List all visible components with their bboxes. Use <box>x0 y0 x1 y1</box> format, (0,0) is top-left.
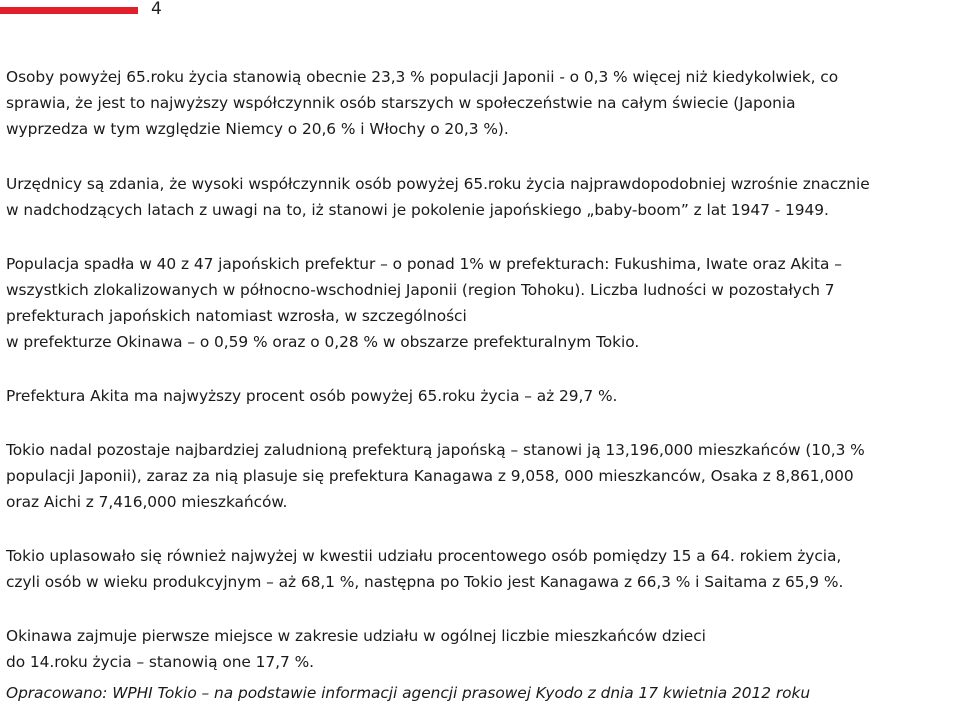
paragraph-tokyo-population <box>6 437 958 515</box>
text-line: wszystkich zlokalizowanych w północno-wschodniej Japonii (region Tohoku). Liczba ludności w pozostałych 7 <box>6 281 835 299</box>
text-line: Populacja spadła w 40 z 47 japońskich prefektur – o ponad 1% w prefekturach: Fukushima, Iwate oraz Akita – <box>6 255 842 273</box>
text-line: Urzędnicy są zdania, że wysoki współczynnik osób powyżej 65.roku życia najprawdopodobniej wzrośnie znacznie <box>6 175 870 193</box>
text-line: w prefekturze Okinawa – o 0,59 % oraz o 0,28 % w obszarze prefekturalnym Tokio. <box>6 333 640 351</box>
text-line: Prefektura Akita ma najwyższy procent osób powyżej 65.roku życia – aż 29,7 %. <box>6 387 618 405</box>
paragraph-okinawa-children <box>6 623 958 675</box>
text-line: wyprzedza w tym względzie Niemcy o 20,6 % i Włochy o 20,3 %). <box>6 120 509 138</box>
paragraph-officials-forecast <box>6 171 958 223</box>
paragraph-population-decline <box>6 251 958 355</box>
text-line: Okinawa zajmuje pierwsze miejsce w zakresie udziału w ogólnej liczbie mieszkańców dzieci <box>6 627 706 645</box>
paragraph-akita <box>6 383 958 409</box>
text-line: do 14.roku życia – stanowią one 17,7 %. <box>6 653 314 671</box>
text-line: w nadchodzących latach z uwagi na to, iż stanowi je pokolenie japońskiego „baby-boom” z lat 1947 - 1949. <box>6 201 829 219</box>
page-number: 4 <box>151 0 162 19</box>
text-line: Osoby powyżej 65.roku życia stanowią obecnie 23,3 % populacji Japonii - o 0,3 % więcej niż kiedykolwiek, co <box>6 68 839 86</box>
paragraph-working-age <box>6 543 958 595</box>
text-line: Tokio uplasowało się również najwyżej w kwestii udziału procentowego osób pomiędzy 15 a 64. rokiem życia, <box>6 547 842 565</box>
header-accent-bar <box>0 7 138 14</box>
source-note: Opracowano: WPHI Tokio – na podstawie informacji agencji prasowej Kyodo z dnia 17 kwietnia 2012 roku <box>6 684 811 702</box>
text-line: sprawia, że jest to najwyższy współczynnik osób starszych w społeczeństwie na całym świecie (Japonia <box>6 94 796 112</box>
text-line: prefekturach japońskich natomiast wzrosła, w szczególności <box>6 307 467 325</box>
text-line: oraz Aichi z 7,416,000 mieszkańców. <box>6 493 288 511</box>
document-body <box>6 64 958 675</box>
text-line: populacji Japonii), zaraz za nią plasuje się prefektura Kanagawa z 9,058, 000 mieszkanców, Osaka z 8,861,000 <box>6 467 854 485</box>
text-line: czyli osób w wieku produkcyjnym – aż 68,1 %, następna po Tokio jest Kanagawa z 66,3 % i Saitama z 65,9 %. <box>6 573 844 591</box>
paragraph-elderly-population <box>6 64 958 142</box>
text-line: Tokio nadal pozostaje najbardziej zaludnioną prefekturą japońską – stanowi ją 13,196,000 mieszkańców (10,3 % <box>6 441 865 459</box>
